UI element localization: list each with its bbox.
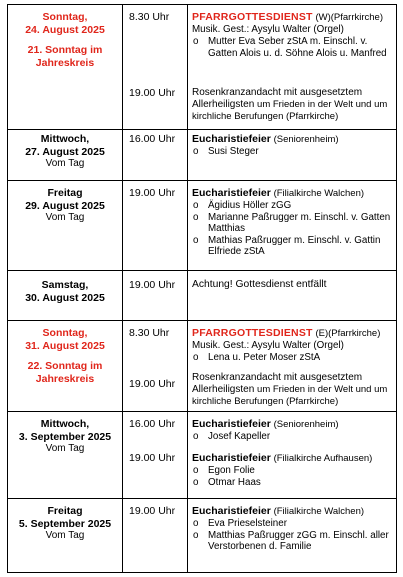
list-item: o Josef Kapeller (193, 431, 271, 442)
schedule-row (8, 5, 396, 130)
time: 19.00 Uhr (129, 452, 176, 464)
event-title: Eucharistiefeier (192, 452, 271, 464)
day-sub: Vom Tag (45, 158, 85, 169)
weekday: Samstag, (41, 279, 89, 291)
list-item: o Matthias Paßrugger zGG m. Einschl. aller Verstorbenen d. Familie (193, 529, 389, 552)
schedule-table (7, 4, 397, 573)
bullet-icon: o (193, 518, 199, 529)
event (192, 372, 392, 408)
list-item: o Otmar Haas (193, 476, 261, 488)
event-title: Eucharistiefeier (192, 187, 271, 199)
event-notice: Achtung! Gottesdienst entfällt (192, 279, 327, 290)
event-title: PFARRGOTTESDIENST (192, 11, 313, 23)
event-location: (Seniorenheim) (273, 419, 339, 430)
date: 27. August 2025 (25, 145, 105, 158)
list-item: o Eva Prieselsteiner (193, 518, 287, 529)
list-item: o Ägidius Höller zGG (193, 200, 292, 211)
event-title: Rosenkranzandacht mit ausgesetztem Allerheiligsten (192, 87, 363, 110)
event-location: (W)(Pfarrkirche) (315, 12, 384, 23)
bullet-icon: o (193, 211, 199, 223)
weekday: Freitag (47, 187, 83, 199)
event-location: (E)(Pfarrkirche) (315, 328, 381, 339)
schedule-row (8, 412, 396, 499)
weekday: Freitag (47, 505, 83, 517)
date: 31. August 2025 (25, 339, 105, 352)
day-cell (8, 187, 122, 225)
list-item: o Mathias Paßrugger m. Einschl. v. Gattin Elfriede zStA (193, 234, 381, 257)
event (192, 452, 392, 488)
schedule-row (8, 499, 396, 572)
date: 29. August 2025 (25, 199, 105, 212)
event-location: (Filialkirche Walchen) (273, 506, 365, 517)
event (192, 505, 392, 553)
event-title: Rosenkranzandacht mit ausgesetztem Allerheiligsten (192, 372, 363, 395)
day-cell (8, 505, 122, 543)
bullet-icon: o (193, 200, 199, 211)
weekday: Sonntag, (42, 327, 88, 339)
schedule-row (8, 321, 396, 412)
date: 5. September 2025 (18, 517, 112, 530)
music-note: Musik. Gest.: Aysylu Walter (Orgel) (192, 24, 344, 35)
event-title: Eucharistiefeier (192, 505, 271, 517)
event (192, 418, 392, 443)
event-title: Eucharistiefeier (192, 133, 271, 145)
time: 19.00 Uhr (129, 187, 176, 199)
event (192, 87, 392, 123)
event (192, 11, 392, 59)
bullet-icon: o (193, 352, 199, 363)
day-cell (8, 133, 122, 171)
list-item: o Susi Steger (193, 146, 259, 157)
event-location: (Filialkirche Aufhausen) (273, 453, 373, 464)
event-title: PFARRGOTTESDIENST (192, 327, 313, 339)
time: 19.00 Uhr (129, 505, 176, 517)
day-sub: Vom Tag (45, 530, 85, 541)
event-location: (Filialkirche Walchen) (273, 188, 365, 199)
time: 8.30 Uhr (129, 327, 170, 339)
schedule-row (8, 181, 396, 271)
weekday: Mittwoch, (40, 133, 90, 145)
time: 19.00 Uhr (129, 87, 176, 99)
event-title: Eucharistiefeier (192, 418, 271, 430)
time: 16.00 Uhr (129, 133, 176, 145)
time: 8.30 Uhr (129, 11, 170, 23)
bullet-icon: o (193, 234, 199, 246)
list-item: o Lena u. Peter Moser zStA (193, 352, 321, 363)
weekday: Sonntag, (42, 11, 88, 23)
sunday-note: 21. Sonntag im Jahreskreis (27, 44, 103, 69)
event-note: um Frieden in der Welt und um kirchliche Berufungen (Pfarrkirche) (192, 384, 388, 407)
time: 19.00 Uhr (129, 378, 176, 390)
weekday: Mittwoch, (40, 418, 90, 430)
day-sub: Vom Tag (45, 443, 85, 454)
bullet-icon: o (193, 529, 199, 541)
list-item: o Egon Folie (193, 465, 255, 476)
time: 16.00 Uhr (129, 418, 176, 430)
event-note: um Frieden in der Welt und um kirchliche Berufungen (Pfarrkirche) (192, 99, 388, 122)
schedule-row (8, 130, 396, 181)
bullet-icon: o (193, 146, 199, 157)
day-cell (8, 327, 122, 385)
event-location: (Seniorenheim) (273, 134, 339, 145)
bullet-icon: o (193, 36, 199, 47)
time: 19.00 Uhr (129, 279, 176, 291)
sunday-note: 22. Sonntag im Jahreskreis (27, 360, 103, 385)
event (192, 133, 392, 158)
bullet-icon: o (193, 465, 199, 476)
day-sub: Vom Tag (45, 212, 85, 223)
date: 3. September 2025 (18, 430, 112, 443)
list-item: o Mutter Eva Seber zStA m. Einschl. v. Gatten Alois u. d. Söhne Alois u. Manfred (193, 36, 387, 59)
event (192, 327, 392, 364)
list-item: o Marianne Paßrugger m. Einschl. v. Gatten Matthias (193, 211, 391, 234)
bullet-icon: o (193, 476, 199, 488)
day-cell (8, 418, 122, 456)
bullet-icon: o (193, 431, 199, 442)
date: 24. August 2025 (25, 23, 105, 36)
schedule-row (8, 271, 396, 321)
music-note: Musik. Gest.: Aysylu Walter (Orgel) (192, 340, 344, 351)
date: 30. August 2025 (25, 291, 105, 304)
day-cell (8, 11, 122, 69)
event (192, 187, 392, 258)
day-cell (8, 279, 122, 304)
